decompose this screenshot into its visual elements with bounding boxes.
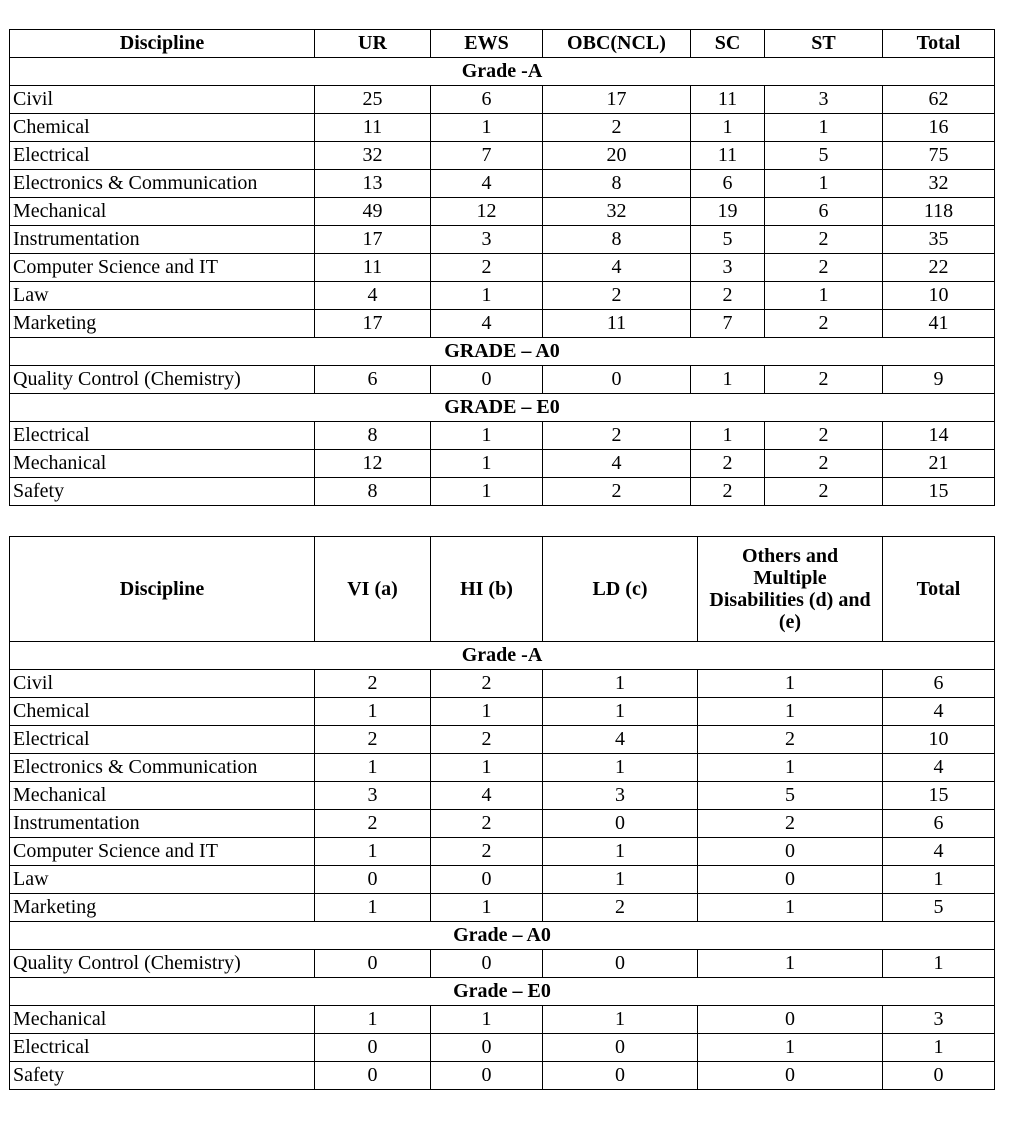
value-cell: 13 [315,170,431,198]
value-cell: 0 [431,866,543,894]
value-cell: 75 [883,142,995,170]
value-cell: 41 [883,310,995,338]
section-row [10,922,995,950]
discipline-cell: Instrumentation [10,810,315,838]
value-cell: 12 [315,450,431,478]
value-cell: 1 [431,282,543,310]
value-cell: 8 [315,478,431,506]
value-cell: 12 [431,198,543,226]
value-cell: 17 [315,226,431,254]
value-cell: 1 [431,478,543,506]
table-row [10,310,995,338]
table-row [10,366,995,394]
value-cell: 25 [315,86,431,114]
column-header-total: Total [883,30,995,58]
value-cell: 3 [883,1006,995,1034]
column-header-st: ST [765,30,883,58]
table-body [10,642,995,1090]
table-row [10,1006,995,1034]
table-row [10,1034,995,1062]
table-row [10,478,995,506]
value-cell: 8 [543,226,691,254]
value-cell: 49 [315,198,431,226]
value-cell: 5 [765,142,883,170]
value-cell: 1 [315,754,431,782]
section-title: Grade -A [10,58,995,86]
value-cell: 0 [543,366,691,394]
section-row [10,338,995,366]
value-cell: 2 [315,670,431,698]
value-cell: 10 [883,726,995,754]
value-cell: 2 [698,726,883,754]
column-header-vi: VI (a) [315,537,431,642]
value-cell: 22 [883,254,995,282]
value-cell: 14 [883,422,995,450]
value-cell: 4 [883,698,995,726]
value-cell: 4 [883,754,995,782]
value-cell: 1 [698,754,883,782]
discipline-cell: Quality Control (Chemistry) [10,950,315,978]
value-cell: 19 [691,198,765,226]
value-cell: 1 [765,282,883,310]
value-cell: 2 [543,282,691,310]
value-cell: 9 [883,366,995,394]
value-cell: 0 [431,1034,543,1062]
value-cell: 1 [691,114,765,142]
section-title: Grade -A [10,642,995,670]
value-cell: 7 [431,142,543,170]
value-cell: 6 [431,86,543,114]
table-row [10,254,995,282]
value-cell: 1 [543,670,698,698]
discipline-cell: Electrical [10,726,315,754]
value-cell: 1 [691,366,765,394]
value-cell: 0 [543,810,698,838]
value-cell: 2 [765,422,883,450]
value-cell: 3 [315,782,431,810]
value-cell: 1 [315,838,431,866]
value-cell: 6 [691,170,765,198]
discipline-cell: Mechanical [10,198,315,226]
value-cell: 2 [691,478,765,506]
value-cell: 4 [315,282,431,310]
table-row [10,114,995,142]
column-header-ews: EWS [431,30,543,58]
table-row [10,142,995,170]
value-cell: 2 [691,282,765,310]
section-row [10,58,995,86]
column-header-discipline: Discipline [10,30,315,58]
table-row [10,838,995,866]
column-header-total: Total [883,537,995,642]
value-cell: 32 [543,198,691,226]
value-cell: 1 [431,450,543,478]
value-cell: 0 [698,838,883,866]
value-cell: 2 [543,894,698,922]
value-cell: 35 [883,226,995,254]
value-cell: 0 [431,1062,543,1090]
discipline-cell: Computer Science and IT [10,254,315,282]
value-cell: 32 [883,170,995,198]
value-cell: 4 [543,726,698,754]
value-cell: 8 [543,170,691,198]
table-row [10,726,995,754]
value-cell: 0 [543,1034,698,1062]
value-cell: 1 [431,114,543,142]
value-cell: 3 [765,86,883,114]
value-cell: 11 [315,254,431,282]
section-row [10,978,995,1006]
discipline-cell: Mechanical [10,450,315,478]
discipline-cell: Marketing [10,310,315,338]
value-cell: 2 [765,254,883,282]
value-cell: 0 [315,1034,431,1062]
value-cell: 3 [691,254,765,282]
value-cell: 2 [315,726,431,754]
value-cell: 2 [431,810,543,838]
value-cell: 0 [431,950,543,978]
value-cell: 0 [698,1062,883,1090]
value-cell: 17 [543,86,691,114]
value-cell: 0 [431,366,543,394]
column-header-others: Others and Multiple Disabilities (d) and (e) [698,537,883,642]
value-cell: 1 [765,170,883,198]
table-row [10,670,995,698]
table-body [10,58,995,506]
table-row [10,866,995,894]
discipline-cell: Electronics & Communication [10,754,315,782]
table-row [10,754,995,782]
discipline-cell: Civil [10,86,315,114]
table-row [10,894,995,922]
discipline-cell: Civil [10,670,315,698]
value-cell: 5 [698,782,883,810]
value-cell: 2 [543,422,691,450]
value-cell: 11 [691,142,765,170]
value-cell: 2 [765,226,883,254]
section-title: GRADE – E0 [10,394,995,422]
value-cell: 2 [765,366,883,394]
value-cell: 1 [883,950,995,978]
value-cell: 4 [883,838,995,866]
section-row [10,642,995,670]
discipline-cell: Computer Science and IT [10,838,315,866]
value-cell: 21 [883,450,995,478]
value-cell: 3 [543,782,698,810]
column-header-sc: SC [691,30,765,58]
value-cell: 1 [543,1006,698,1034]
table-row [10,698,995,726]
table-row [10,422,995,450]
discipline-cell: Chemical [10,698,315,726]
pwbd-vacancy-table [9,536,995,1090]
value-cell: 0 [315,866,431,894]
value-cell: 2 [543,478,691,506]
value-cell: 118 [883,198,995,226]
value-cell: 1 [431,422,543,450]
value-cell: 3 [431,226,543,254]
table-row [10,170,995,198]
value-cell: 7 [691,310,765,338]
value-cell: 0 [543,950,698,978]
column-header-hi: HI (b) [431,537,543,642]
table-row [10,226,995,254]
value-cell: 2 [431,254,543,282]
section-title: GRADE – A0 [10,338,995,366]
table-header [10,30,995,58]
value-cell: 15 [883,478,995,506]
value-cell: 2 [431,670,543,698]
table-row [10,198,995,226]
discipline-cell: Safety [10,1062,315,1090]
value-cell: 4 [431,310,543,338]
value-cell: 4 [431,170,543,198]
discipline-cell: Marketing [10,894,315,922]
header-row [10,30,995,58]
value-cell: 4 [543,254,691,282]
value-cell: 6 [883,810,995,838]
value-cell: 6 [315,366,431,394]
value-cell: 1 [698,894,883,922]
value-cell: 11 [315,114,431,142]
table-row [10,282,995,310]
discipline-cell: Mechanical [10,1006,315,1034]
value-cell: 1 [431,698,543,726]
discipline-cell: Instrumentation [10,226,315,254]
discipline-cell: Mechanical [10,782,315,810]
section-row [10,394,995,422]
discipline-cell: Quality Control (Chemistry) [10,366,315,394]
column-header-ld: LD (c) [543,537,698,642]
table-row [10,86,995,114]
discipline-cell: Law [10,866,315,894]
value-cell: 15 [883,782,995,810]
discipline-cell: Electrical [10,1034,315,1062]
section-title: Grade – A0 [10,922,995,950]
value-cell: 17 [315,310,431,338]
value-cell: 16 [883,114,995,142]
value-cell: 4 [543,450,691,478]
table-row [10,950,995,978]
value-cell: 6 [765,198,883,226]
value-cell: 0 [883,1062,995,1090]
value-cell: 0 [315,950,431,978]
table-row [10,450,995,478]
value-cell: 4 [431,782,543,810]
value-cell: 2 [691,450,765,478]
value-cell: 1 [543,866,698,894]
value-cell: 1 [543,698,698,726]
discipline-cell: Chemical [10,114,315,142]
value-cell: 8 [315,422,431,450]
table-row [10,1062,995,1090]
value-cell: 6 [883,670,995,698]
value-cell: 32 [315,142,431,170]
value-cell: 1 [691,422,765,450]
value-cell: 1 [431,754,543,782]
value-cell: 1 [765,114,883,142]
header-row [10,537,995,642]
value-cell: 2 [765,450,883,478]
table-row [10,782,995,810]
value-cell: 1 [698,670,883,698]
value-cell: 62 [883,86,995,114]
value-cell: 1 [431,894,543,922]
value-cell: 11 [543,310,691,338]
value-cell: 0 [698,866,883,894]
discipline-cell: Electrical [10,142,315,170]
value-cell: 1 [431,1006,543,1034]
value-cell: 1 [315,698,431,726]
value-cell: 0 [698,1006,883,1034]
category-vacancy-table [9,29,995,506]
value-cell: 2 [765,310,883,338]
value-cell: 5 [691,226,765,254]
value-cell: 2 [543,114,691,142]
discipline-cell: Electronics & Communication [10,170,315,198]
section-title: Grade – E0 [10,978,995,1006]
value-cell: 1 [315,1006,431,1034]
value-cell: 2 [315,810,431,838]
value-cell: 2 [765,478,883,506]
value-cell: 1 [698,1034,883,1062]
value-cell: 0 [315,1062,431,1090]
discipline-cell: Electrical [10,422,315,450]
value-cell: 5 [883,894,995,922]
column-header-obc: OBC(NCL) [543,30,691,58]
value-cell: 2 [431,838,543,866]
value-cell: 1 [698,950,883,978]
value-cell: 1 [543,754,698,782]
column-header-ur: UR [315,30,431,58]
value-cell: 1 [883,1034,995,1062]
table-header [10,537,995,642]
value-cell: 0 [543,1062,698,1090]
value-cell: 2 [698,810,883,838]
discipline-cell: Law [10,282,315,310]
value-cell: 10 [883,282,995,310]
value-cell: 20 [543,142,691,170]
value-cell: 11 [691,86,765,114]
value-cell: 1 [883,866,995,894]
value-cell: 2 [431,726,543,754]
column-header-discipline: Discipline [10,537,315,642]
value-cell: 1 [543,838,698,866]
value-cell: 1 [698,698,883,726]
table-row [10,810,995,838]
discipline-cell: Safety [10,478,315,506]
value-cell: 1 [315,894,431,922]
